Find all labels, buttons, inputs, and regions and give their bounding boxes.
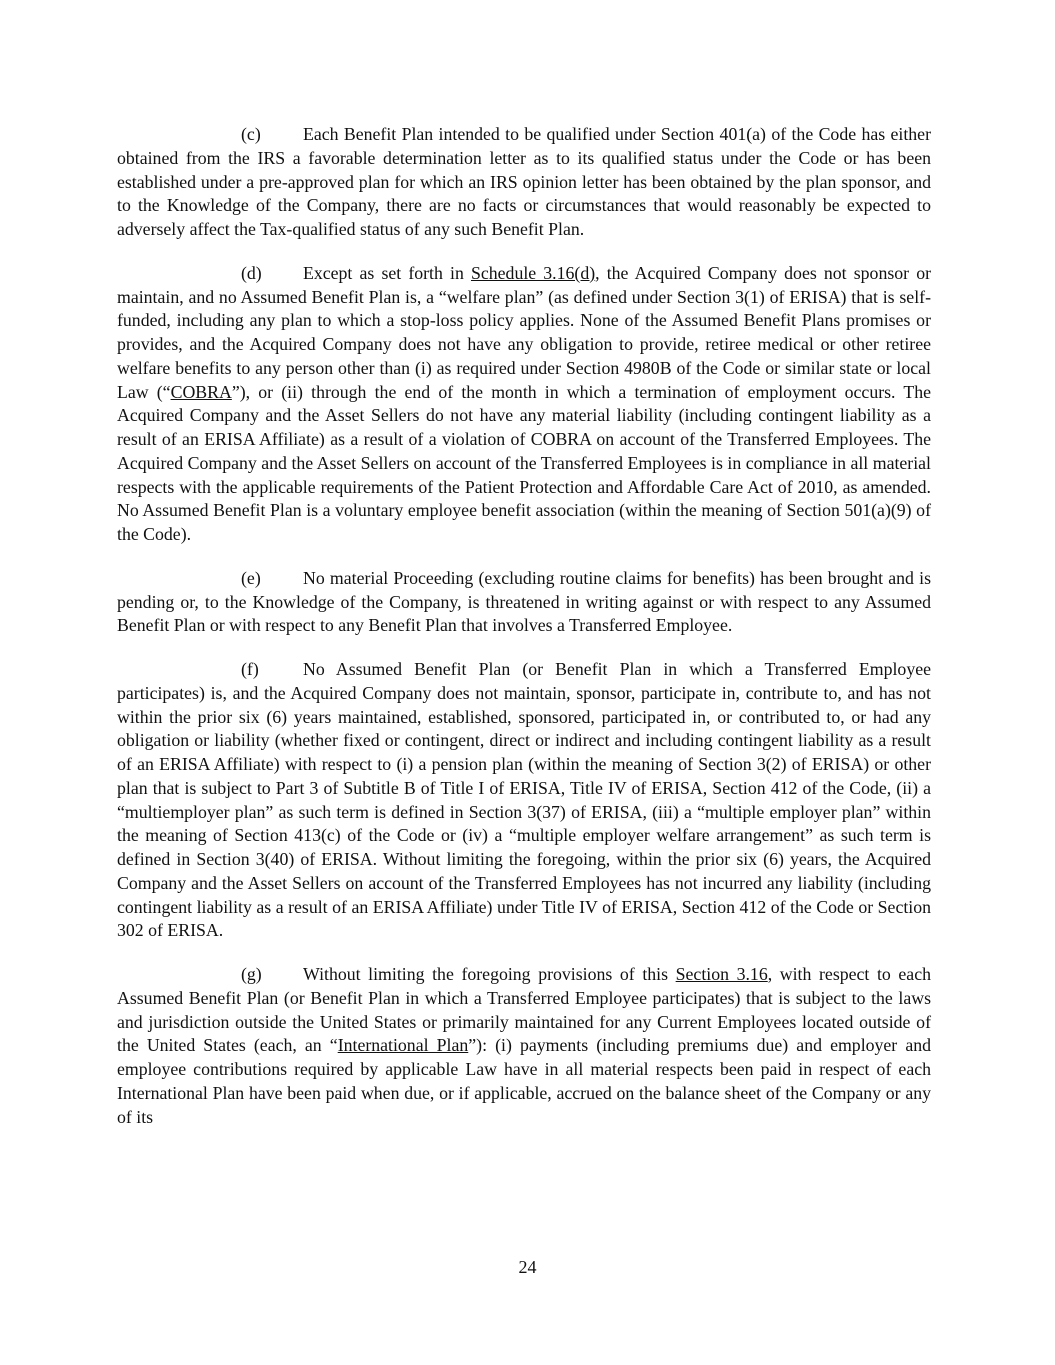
- paragraph-text: Without limiting the foregoing provisions of this: [303, 964, 676, 984]
- paragraph-d: [117, 262, 931, 547]
- paragraph-label: (c): [241, 124, 261, 144]
- paragraph-e: [117, 567, 931, 638]
- paragraph-text: ”): (i) payments (including premiums due) and employer and employee contributions required by applicable Law have in all material respects been paid in respect of each International Plan have been paid when due, or if applicable, accrued on the balance sheet of the Company or any of its: [117, 1035, 931, 1127]
- paragraph-g: [117, 963, 931, 1129]
- schedule-reference: Schedule 3.16(d): [470, 262, 596, 283]
- paragraph-text: No material Proceeding (excluding routine claims for benefits) has been brought and is pending or, to the Knowledge of the Company, is threatened in writing against or with respect to any Assumed Benefit Plan or with respect to any Benefit Plan that involves a Transferred Employee.: [117, 567, 931, 636]
- paragraph-label: (g): [241, 964, 262, 984]
- section-reference: Section 3.16: [675, 964, 768, 984]
- defined-term-cobra: COBRA: [170, 381, 232, 402]
- paragraph-text: No Assumed Benefit Plan (or Benefit Plan in which a Transferred Employee participates) is, and the Acquired Company does not maintain, sponsor, participate in, contribute to, and has not within the prior six (6) years maintained, established, sponsored, participated in, or contributed to, or had any obligation or liability (whether fixed or contingent, direct or indirect and including contingent liability as a result of an ERISA Affiliate) with respect to (i) a pension plan (within the meaning of Section 3(2) of ERISA) or other plan that is subject to Part 3 of Subtitle B of Title I of ERISA, Title IV of ERISA, Section 412 of the Code, (ii) a “multiemployer plan” as such term is defined in Section 3(37) of ERISA, (iii) a “multiple employer plan” within the meaning of Section 413(c) of the Code or (iv) a “multiple employer welfare arrangement” as such term is defined in Section 3(40) of ERISA. Without limiting the foregoing, within the prior six (6) years, the Acquired Company and the Asset Sellers on account of the Transferred Employees has not incurred any liability (including contingent liability as a result of an ERISA Affiliate) under Title IV of ERISA, Section 412 of the Code or Section 302 of ERISA.: [117, 659, 931, 941]
- paragraph-text: , with respect to each Assumed Benefit Plan (or Benefit Plan in which a Transferred Employee participates) that is subject to the laws and jurisdiction outside the United States or primarily maintained for any Current Employees located outside of the United States (each, an “: [117, 964, 931, 1056]
- defined-term-international-plan: International Plan: [337, 1035, 469, 1056]
- paragraph-text: Each Benefit Plan intended to be qualified under Section 401(a) of the Code has either obtained from the IRS a favorable determination letter as to its qualified status under the Code or has been established under a pre-approved plan for which an IRS opinion letter has been obtained by the plan sponsor, and to the Knowledge of the Company, there are no facts or circumstances that would reasonably be expected to adversely affect the Tax-qualified status of any such Benefit Plan.: [117, 124, 931, 239]
- paragraph-f: [117, 658, 931, 943]
- paragraph-text: , the Acquired Company does not sponsor or maintain, and no Assumed Benefit Plan is, a “welfare plan” (as defined under Section 3(1) of ERISA) that is self-funded, including any plan to which a stop-loss policy applies. None of the Assumed Benefit Plans promises or provides, and the Acquired Company does not have any obligation to provide, retiree medical or other retiree welfare benefits to any person other than (i) as required under Section 4980B of the Code or similar state or local Law (“: [117, 262, 932, 402]
- paragraph-c: [117, 123, 931, 242]
- page-number: 24: [518, 1257, 537, 1277]
- paragraph-text: ”), or (ii) through the end of the month in which a termination of employment occurs. The Acquired Company and the Asset Sellers do not have any material liability (including contingent liability as a result of an ERISA Affiliate) as a result of a violation of COBRA on account of the Transferred Employees. The Acquired Company and the Asset Sellers on account of the Transferred Employees is in compliance in all material respects with the applicable requirements of the Patient Protection and Affordable Care Act of 2010, as amended. No Assumed Benefit Plan is a voluntary employee benefit association (within the meaning of Section 501(a)(9) of the Code).: [117, 381, 931, 544]
- document-page: [117, 123, 931, 1149]
- paragraph-label: (f): [241, 659, 259, 679]
- paragraph-text: Except as set forth in: [303, 262, 471, 283]
- paragraph-label: (e): [241, 567, 261, 588]
- paragraph-label: (d): [241, 262, 262, 283]
